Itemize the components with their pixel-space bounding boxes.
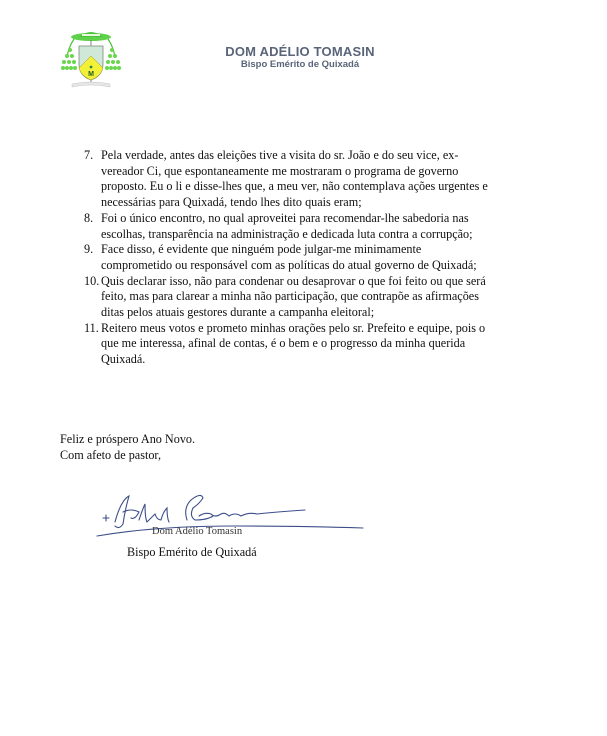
item-text-line: Quis declarar isso, não para condenar ou desaprovar o que foi feito ou que será (101, 273, 486, 288)
item-text-line: Quixadá. (101, 352, 146, 367)
bishop-title: Bispo Emérito de Quixadá (240, 59, 360, 70)
closing-salutation: Com afeto de pastor, (60, 447, 162, 462)
svg-text:M: M (88, 71, 94, 78)
list-item (84, 274, 574, 321)
coat-of-arms-icon (60, 28, 122, 90)
item-number: 11. (84, 320, 99, 335)
item-text-line: Foi o único encontro, no qual aproveitei para recomendar-lhe sabedoria nas (101, 210, 469, 225)
signatory-printed-name: Dom Adélio Tomasin (152, 526, 243, 537)
item-number: 8. (84, 210, 94, 225)
item-text-line: que me interessa, afinal de contas, é o bem e o progresso da minha querida (101, 336, 466, 351)
item-number: 9. (84, 242, 94, 257)
item-text-line: vereador Ci, que espontaneamente me mostraram o programa de governo (101, 163, 459, 178)
list-item (84, 148, 574, 211)
item-text-line: comprometido ou responsável com as políticas do atual governo de Quixadá; (101, 257, 477, 272)
item-number: 10. (84, 273, 100, 288)
bishop-name: DOM ADÉLIO TOMASIN (225, 44, 375, 59)
item-text-line: feito, mas para clarear a minha não participação, que contrapõe as afirmações (101, 289, 479, 304)
closing (60, 432, 195, 463)
item-text-line: ditas pelos atuais gestores durante a campanha eleitoral; (101, 305, 375, 320)
item-text-line: necessárias para Quixadá, tendo lhes dito quais eram; (101, 195, 362, 210)
list-item (84, 321, 574, 368)
item-text-line: escolhas, transparência na administração e dedicada luta contra a corrupção; (101, 226, 473, 241)
numbered-points-list (84, 148, 574, 368)
item-text-line: proposto. Eu o li e disse-lhes que, a meu ver, não contemplava ações urgentes e (101, 179, 488, 194)
closing-greeting: Feliz e próspero Ano Novo. (60, 432, 196, 446)
item-text-line: Face disso, é evidente que ninguém pode julgar-me minimamente (101, 242, 422, 257)
item-text-line: Pela verdade, antes das eleições tive a visita do sr. João e do seu vice, ex- (101, 148, 459, 162)
list-item (84, 242, 574, 273)
item-text-line: Reitero meus votos e prometo minhas orações pelo sr. Prefeito e equipe, pois o (101, 320, 486, 335)
item-number: 7. (84, 148, 94, 162)
signatory-title: Bispo Emérito de Quixadá (127, 545, 257, 559)
letterhead (200, 44, 400, 71)
list-item (84, 211, 574, 242)
